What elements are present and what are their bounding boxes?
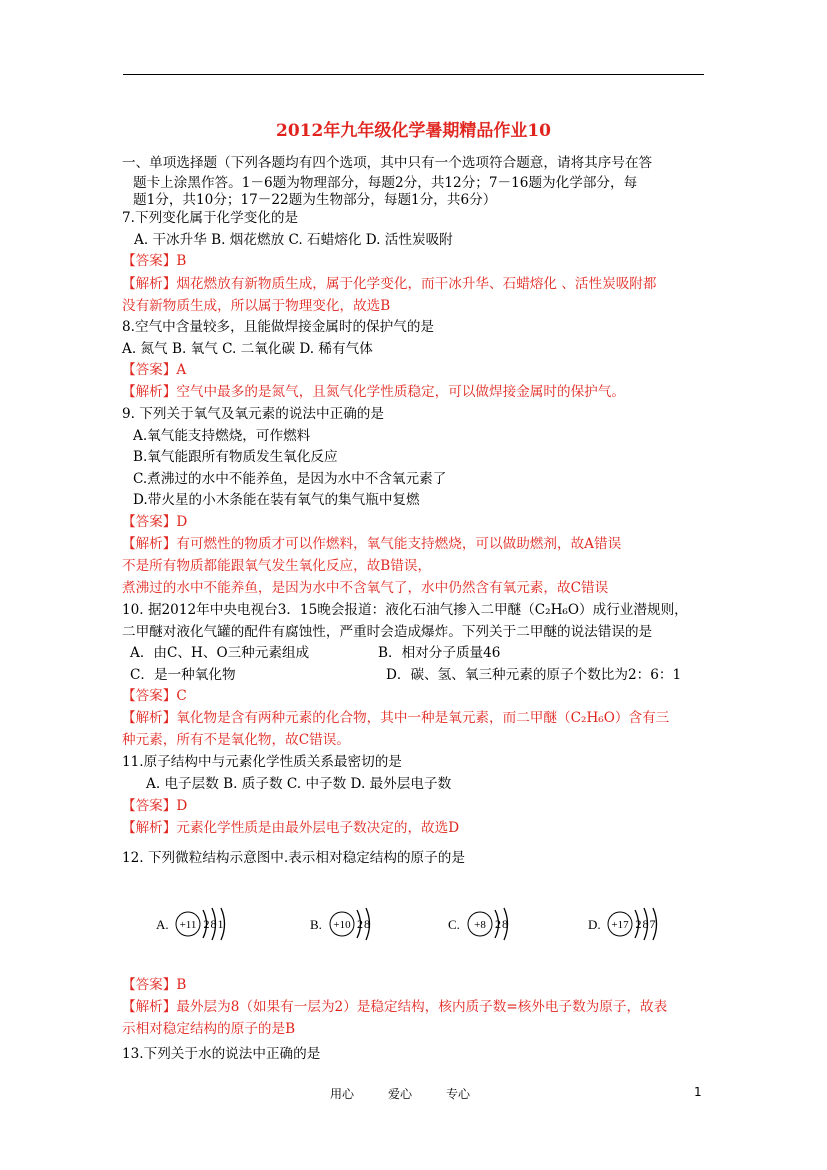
- analysis-text: 元素化学性质是由最外层电子数决定的，故选D: [176, 820, 460, 836]
- answer-label: 【答案】: [122, 362, 177, 378]
- atom-nucleus: +10: [333, 919, 351, 931]
- q9-option-c: C.煮沸过的水中不能养鱼，是因为水中不含氧元素了: [133, 471, 447, 487]
- answer-value: B: [176, 977, 187, 993]
- q12-answer: [122, 975, 186, 995]
- q9-option-d: D.带火星的小木条能在装有氧气的集气瓶中复燃: [133, 492, 420, 508]
- header-rule: [123, 74, 704, 75]
- q11-stem: 11.原子结构中与元素化学性质关系最密切的是: [122, 754, 402, 770]
- answer-value: D: [176, 798, 188, 814]
- footer-text-3: 专心: [446, 1087, 471, 1101]
- q10-analysis-2: 种元素，所有不是氧化物，故C错误。: [122, 732, 350, 748]
- intro-line-1: 一、单项选择题（下列各题均有四个选项，其中只有一个选项符合题意，请将其序号在答: [122, 155, 653, 171]
- analysis-label: 【解析】: [122, 710, 177, 726]
- q9-answer: [122, 512, 187, 532]
- answer-label: 【答案】: [122, 688, 177, 704]
- atom-shells: 281: [203, 917, 225, 931]
- analysis-label: 【解析】: [122, 276, 177, 292]
- answer-label: 【答案】: [122, 253, 177, 269]
- atom-nucleus: +11: [179, 919, 197, 931]
- analysis-text: 空气中最多的是氮气，且氮气化学性质稳定，可以做焊接金属时的保护气。: [176, 384, 625, 400]
- q9-analysis-1: [122, 534, 621, 554]
- q9-analysis-3: 煮沸过的水中不能养鱼，是因为水中不含氧气了，水中仍然含有氧元素，故C错误: [122, 580, 609, 596]
- q10-stem-1: 10. 据2012年中央电视台3．15晚会报道：液化石油气掺入二甲醚（C₂H₆O）成行业潜规则，: [122, 602, 688, 618]
- atom-nucleus: +8: [474, 919, 486, 931]
- q7-analysis-1: [122, 274, 656, 294]
- answer-value: C: [176, 688, 187, 704]
- q10-answer: [122, 686, 187, 706]
- answer-label: 【答案】: [122, 977, 177, 993]
- q9-option-a: A.氧气能支持燃烧，可作燃料: [133, 428, 311, 444]
- atom-shells: 28: [357, 917, 371, 931]
- atom-label: D.: [588, 917, 601, 932]
- q7-options: A. 干冰升华 B. 烟花燃放 C. 石蜡熔化 D. 活性炭吸附: [134, 232, 453, 248]
- atom-shells: 287: [635, 917, 657, 931]
- q7-stem: 7.下列变化属于化学变化的是: [122, 210, 299, 226]
- intro-line-2: 题卡上涂黑作答。1－6题为物理部分，每题2分，共12分；7－16题为化学部分，每: [133, 175, 638, 191]
- q8-answer: [122, 360, 186, 380]
- page-number: 1: [694, 1085, 702, 1099]
- q7-answer: [122, 251, 186, 271]
- q8-analysis-1: [122, 382, 625, 402]
- atom-label: C.: [448, 917, 460, 932]
- analysis-text: 最外层为8（如果有一层为2）是稳定结构，核内质子数=核外电子数为原子，故表: [176, 999, 668, 1015]
- q8-stem: 8.空气中含量较多，且能做焊接金属时的保护气的是: [122, 319, 435, 335]
- analysis-label: 【解析】: [122, 999, 177, 1015]
- analysis-label: 【解析】: [122, 820, 177, 836]
- q12-stem: 12. 下列微粒结构示意图中.表示相对稳定结构的原子的是: [122, 850, 465, 866]
- q11-answer: [122, 796, 187, 816]
- answer-label: 【答案】: [122, 798, 177, 814]
- atom-label: B.: [310, 917, 322, 932]
- q9-option-b: B.氧气能跟所有物质发生氧化反应: [133, 449, 338, 465]
- q7-analysis-2: 没有新物质生成，所以属于物理变化，故选B: [122, 298, 391, 314]
- analysis-text: 氧化物是含有两种元素的化合物，其中一种是氧元素，而二甲醚（C₂H₆O）含有三: [176, 710, 670, 726]
- q10-option-a: A．由C、H、O三种元素组成: [130, 645, 310, 661]
- analysis-text: 有可燃性的物质才可以作燃料，氧气能支持燃烧，可以做助燃剂，故A错误: [176, 536, 622, 552]
- q11-analysis-1: [122, 818, 459, 838]
- atom-label: A.: [156, 917, 169, 932]
- q8-options: A. 氮气 B. 氧气 C. 二氧化碳 D. 稀有气体: [122, 341, 373, 357]
- atom-diagram-a: [156, 898, 246, 948]
- intro-line-3: 题1分，共10分；17－22题为生物部分，每题1分，共6分）: [133, 192, 497, 208]
- q10-analysis-1: [122, 708, 669, 728]
- q11-options: A. 电子层数 B. 质子数 C. 中子数 D. 最外层电子数: [146, 776, 452, 792]
- atom-diagram-b: [310, 898, 390, 948]
- q9-analysis-2: 不是所有物质都能跟氧气发生氧化反应，故B错误，: [122, 558, 432, 574]
- analysis-label: 【解析】: [122, 536, 177, 552]
- q12-analysis-1: [122, 997, 667, 1017]
- footer-text-2: 爱心: [388, 1087, 413, 1101]
- q10-option-c: C．是一种氧化物: [130, 667, 236, 683]
- answer-label: 【答案】: [122, 514, 177, 530]
- analysis-label: 【解析】: [122, 384, 177, 400]
- page-title: 2012年九年级化学暑期精品作业10: [276, 121, 551, 141]
- atom-diagram-d: [588, 898, 678, 948]
- atom-shells: 28: [495, 917, 509, 931]
- answer-value: B: [176, 253, 187, 269]
- q9-stem: 9. 下列关于氧气及氧元素的说法中正确的是: [122, 406, 384, 422]
- answer-value: A: [176, 362, 187, 378]
- q10-option-b: B．相对分子质量46: [378, 645, 501, 661]
- q13-stem: 13.下列关于水的说法中正确的是: [122, 1046, 321, 1062]
- q10-option-d: D．碳、氢、氧三种元素的原子个数比为2：6：1: [386, 667, 682, 683]
- atom-nucleus: +17: [611, 919, 629, 931]
- answer-value: D: [176, 514, 188, 530]
- footer-text-1: 用心: [330, 1087, 355, 1101]
- q12-analysis-2: 示相对稳定结构的原子的是B: [122, 1021, 296, 1037]
- atom-diagram-c: [448, 898, 528, 948]
- q10-stem-2: 二甲醚对液化气罐的配件有腐蚀性，严重时会造成爆炸。下列关于二甲醚的说法错误的是: [122, 624, 653, 640]
- analysis-text: 烟花燃放有新物质生成，属于化学变化，而干冰升华、石蜡熔化 、活性炭吸附都: [176, 276, 657, 292]
